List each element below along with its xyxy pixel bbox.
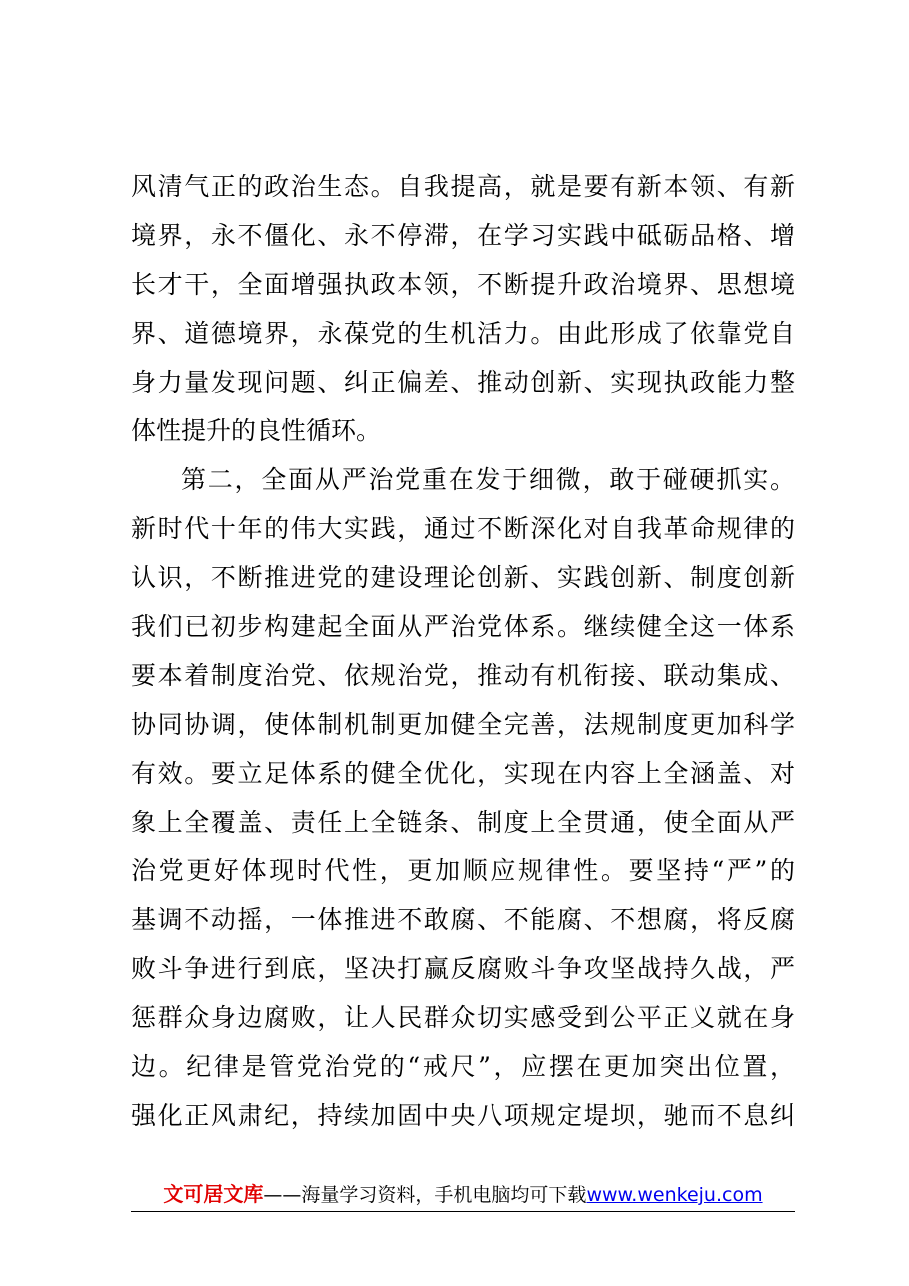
document-body: [131, 163, 795, 1141]
text-line: 边。纪律是管党治党的“戒尺”，应摆在更加突出位置，: [131, 1052, 795, 1082]
footer-link[interactable]: www.wenkeju.com: [586, 1184, 763, 1206]
footer-text: [131, 1180, 795, 1209]
text-line: 协同协调，使体制机制更加健全完善，法规制度更加科学: [131, 709, 795, 739]
text-line: 体性提升的良性循环。: [131, 416, 382, 446]
footer-tagline: ——海量学习资料，手机电脑均可下载: [263, 1184, 587, 1206]
page-footer: [131, 1180, 795, 1212]
text-line: 长才干，全面增强执政本领，不断提升政治境界、思想境: [131, 269, 795, 299]
text-line: 界、道德境界，永葆党的生机活力。由此形成了依靠党自: [131, 318, 795, 348]
text-line: 我们已初步构建起全面从严治党体系。继续健全这一体系: [131, 612, 795, 642]
text-line: 强化正风肃纪，持续加固中央八项规定堤坝，驰而不息纠: [131, 1100, 795, 1130]
text-line: 新时代十年的伟大实践，通过不断深化对自我革命规律的: [131, 514, 795, 544]
text-line: 风清气正的政治生态。自我提高，就是要有新本领、有新: [131, 172, 795, 201]
text-line: 有效。要立足体系的健全优化，实现在内容上全涵盖、对: [131, 758, 795, 788]
paragraph-first-line: 第二，全面从严治党重在发于细微，敢于碰硬抓实。: [181, 465, 795, 495]
text-line: 败斗争进行到底，坚决打赢反腐败斗争攻坚战持久战，严: [131, 954, 795, 984]
text-line: 身力量发现问题、纠正偏差、推动创新、实现执政能力整: [131, 367, 795, 397]
text-line: 象上全覆盖、责任上全链条、制度上全贯通，使全面从严: [131, 807, 795, 837]
text-line: 基调不动摇，一体推进不敢腐、不能腐、不想腐，将反腐: [131, 905, 795, 935]
footer-divider: [131, 1211, 795, 1212]
text-line: 境界，永不僵化、永不停滞，在学习实践中砥砺品格、增: [131, 220, 795, 250]
text-line: 认识，不断推进党的建设理论创新、实践创新、制度创新: [131, 563, 795, 593]
text-line: 惩群众身边腐败，让人民群众切实感受到公平正义就在身: [131, 1003, 795, 1033]
text-line: 要本着制度治党、依规治党，推动有机衔接、联动集成、: [131, 660, 795, 690]
text-line: 治党更好体现时代性，更加顺应规律性。要坚持“严”的: [131, 856, 795, 886]
footer-brand: 文可居文库: [163, 1182, 264, 1206]
